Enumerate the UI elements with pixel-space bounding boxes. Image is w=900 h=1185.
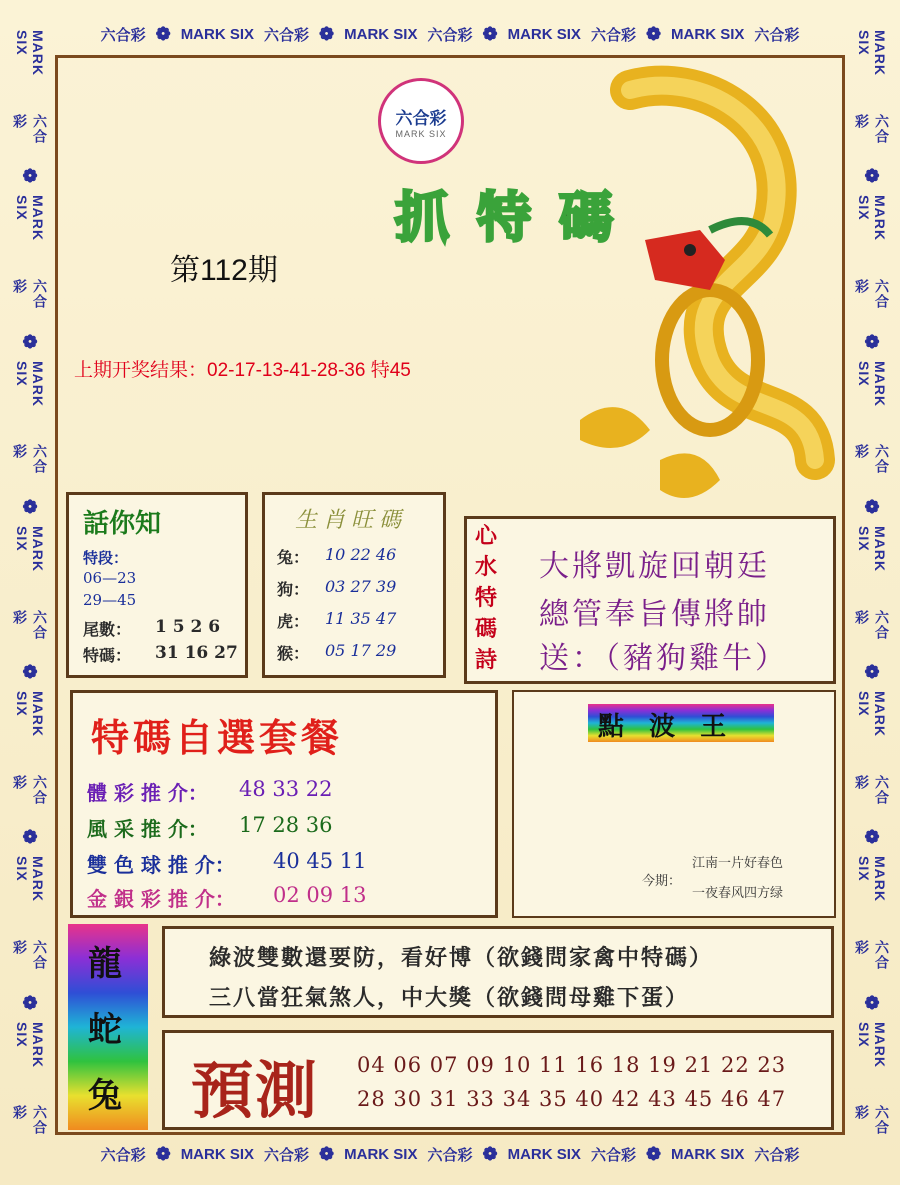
flower-icon: ❁ <box>864 992 880 1013</box>
flower-icon: ❁ <box>482 1143 498 1164</box>
package-nums: 17 28 36 <box>239 813 333 837</box>
brand-cn: 六合彩 <box>854 609 890 640</box>
wave-box <box>512 690 836 918</box>
brand-en: MARK SIX <box>856 195 888 242</box>
flower-icon: ❁ <box>645 23 662 44</box>
top-border <box>0 12 900 56</box>
brand-cn: 六合彩 <box>590 1146 636 1164</box>
forecast-label: 預測 <box>191 1054 320 1127</box>
poem-label-char: 詩 <box>475 647 498 673</box>
flower-icon: ❁ <box>22 331 38 352</box>
brand-en: MARK SIX <box>14 195 46 242</box>
tail-label: 尾數： <box>83 620 132 639</box>
package-nums: 48 33 22 <box>239 777 333 801</box>
brand-cn: 六合彩 <box>12 774 48 805</box>
brand-cn: 六合彩 <box>854 940 890 971</box>
brand-cn: 六合彩 <box>854 444 890 475</box>
flower-icon: ❁ <box>864 166 880 187</box>
brand-en: MARK SIX <box>14 856 46 903</box>
wave-title: 點 波 王 <box>598 712 735 742</box>
brand-en: MARK SIX <box>507 25 581 43</box>
flower-icon: ❁ <box>864 662 880 683</box>
brand-cn: 六合彩 <box>264 1146 310 1164</box>
brand-en: MARK SIX <box>180 25 255 43</box>
brand-en: MARK SIX <box>856 856 888 903</box>
flower-icon: ❁ <box>319 1143 335 1164</box>
issue-number: 第112期 <box>170 254 278 287</box>
flower-icon: ❁ <box>22 827 38 848</box>
flower-icon: ❁ <box>22 662 38 683</box>
brand-cn: 六合彩 <box>12 609 48 640</box>
logo-cn: 六合彩 <box>395 108 447 128</box>
zodiac-animal: 猴： <box>277 644 310 663</box>
zodiac-title: 生肖旺碼 <box>295 508 408 533</box>
zodiac-nums: 11 35 47 <box>325 609 397 628</box>
hints-box <box>162 926 834 1018</box>
poem-line: 大將凱旋回朝廷 <box>539 549 770 584</box>
brand-en: MARK SIX <box>856 525 888 572</box>
forecast-box <box>162 1030 834 1130</box>
hua-title: 話你知 <box>83 509 162 539</box>
brand-cn: 六合彩 <box>754 26 800 44</box>
last-result: 上期开奖结果：02-17-13-41-28-36 特45 <box>74 360 411 381</box>
seg-label: 特段： <box>83 549 129 567</box>
package-label: 雙 色 球 推 介： <box>87 853 235 877</box>
brand-cn: 六合彩 <box>854 113 890 144</box>
flower-icon: ❁ <box>864 331 880 352</box>
package-label: 風 采 推 介： <box>87 817 208 841</box>
right-border <box>852 30 892 1150</box>
seg-2: 29—45 <box>83 591 137 609</box>
package-box <box>70 690 498 918</box>
animal-char: 龍 <box>88 944 122 984</box>
zodiac-nums: 05 17 29 <box>325 641 397 660</box>
brand-en: MARK SIX <box>671 1145 745 1163</box>
forecast-row: 04 06 07 09 10 11 16 18 19 21 22 23 <box>357 1053 787 1077</box>
brand-cn: 六合彩 <box>427 1146 473 1164</box>
brand-en: MARK SIX <box>14 360 46 407</box>
brand-cn: 六合彩 <box>854 279 890 309</box>
brand-cn: 六合彩 <box>264 26 310 44</box>
brand-cn: 六合彩 <box>854 774 890 805</box>
mark-six-logo <box>378 78 464 164</box>
flower-icon: ❁ <box>22 166 38 187</box>
page-title: 抓特碼 <box>395 185 641 249</box>
brand-cn: 六合彩 <box>12 279 48 309</box>
hint-line: 三八當狂氣煞人，中大獎（欲錢問母雞下蛋） <box>209 985 690 1011</box>
package-nums: 02 09 13 <box>273 883 367 907</box>
hua-box <box>66 492 248 678</box>
zodiac-nums: 10 22 46 <box>325 545 397 564</box>
brand-en: MARK SIX <box>14 1021 46 1068</box>
brand-cn: 六合彩 <box>100 26 146 44</box>
poem-label-char: 特 <box>475 585 498 611</box>
poem-label-char: 碼 <box>475 616 498 642</box>
animals-box <box>68 924 148 1130</box>
flower-icon: ❁ <box>155 23 171 44</box>
zodiac-animal: 兔： <box>277 548 310 567</box>
bottom-border <box>0 1132 900 1176</box>
logo-en: MARK SIX <box>395 128 447 139</box>
animal-char: 蛇 <box>88 1010 122 1050</box>
left-border <box>10 30 50 1150</box>
poem-label-char: 心 <box>475 523 498 549</box>
brand-cn: 六合彩 <box>12 113 48 144</box>
seg-1: 06—23 <box>83 569 137 587</box>
brand-en: MARK SIX <box>856 691 888 738</box>
package-label: 金 銀 彩 推 介： <box>87 887 235 911</box>
brand-cn: 六合彩 <box>12 1105 48 1136</box>
flower-icon: ❁ <box>645 1143 662 1164</box>
flower-icon: ❁ <box>864 496 880 517</box>
brand-en: MARK SIX <box>344 1145 418 1163</box>
code-label: 特碼： <box>83 646 132 665</box>
brand-cn: 六合彩 <box>12 940 48 971</box>
brand-en: MARK SIX <box>856 1021 888 1068</box>
brand-en: MARK SIX <box>180 1145 255 1163</box>
package-nums: 40 45 11 <box>273 849 367 873</box>
brand-cn: 六合彩 <box>12 444 48 475</box>
package-title: 特碼自選套餐 <box>91 715 344 760</box>
poem-label-char: 水 <box>475 554 498 580</box>
brand-cn: 六合彩 <box>427 26 473 44</box>
brand-en: MARK SIX <box>14 30 46 76</box>
zodiac-nums: 03 27 39 <box>325 577 397 596</box>
zodiac-animal: 狗： <box>277 580 310 599</box>
brand-en: MARK SIX <box>856 360 888 407</box>
dragon-illustration <box>560 60 845 520</box>
brand-en: MARK SIX <box>14 525 46 572</box>
brand-en: MARK SIX <box>507 1145 581 1163</box>
flower-icon: ❁ <box>22 992 38 1013</box>
wave-line: 江南一片好春色 <box>692 856 784 871</box>
brand-en: MARK SIX <box>671 25 745 43</box>
flower-icon: ❁ <box>482 23 498 44</box>
poem-box <box>464 516 836 684</box>
poem-line: 送：（豬狗雞牛） <box>539 641 788 676</box>
brand-cn: 六合彩 <box>100 1146 146 1164</box>
brand-en: MARK SIX <box>856 30 888 76</box>
flower-icon: ❁ <box>22 496 38 517</box>
code-values: 31 16 27 <box>155 643 238 663</box>
flower-icon: ❁ <box>155 1143 171 1164</box>
forecast-row: 28 30 31 33 34 35 40 42 43 45 46 47 <box>357 1087 787 1111</box>
wave-line: 一夜春风四方绿 <box>692 886 784 901</box>
brand-en: MARK SIX <box>14 691 46 738</box>
animal-char: 兔 <box>88 1076 122 1116</box>
zodiac-box <box>262 492 446 678</box>
flower-icon: ❁ <box>319 23 335 44</box>
brand-en: MARK SIX <box>344 25 418 43</box>
package-label: 體 彩 推 介： <box>87 781 208 805</box>
poem-line: 總管奉旨傳將帥 <box>539 597 770 632</box>
zodiac-animal: 虎： <box>277 612 310 631</box>
wave-current-label: 今期： <box>642 874 682 889</box>
flower-icon: ❁ <box>864 827 880 848</box>
brand-cn: 六合彩 <box>854 1105 890 1136</box>
poem-label <box>475 521 501 676</box>
tail-values: 1 5 2 6 <box>155 617 221 637</box>
brand-cn: 六合彩 <box>754 1146 800 1164</box>
brand-cn: 六合彩 <box>590 26 636 44</box>
hint-line: 綠波雙數還要防，看好博（欲錢問家禽中特碼） <box>209 945 714 971</box>
